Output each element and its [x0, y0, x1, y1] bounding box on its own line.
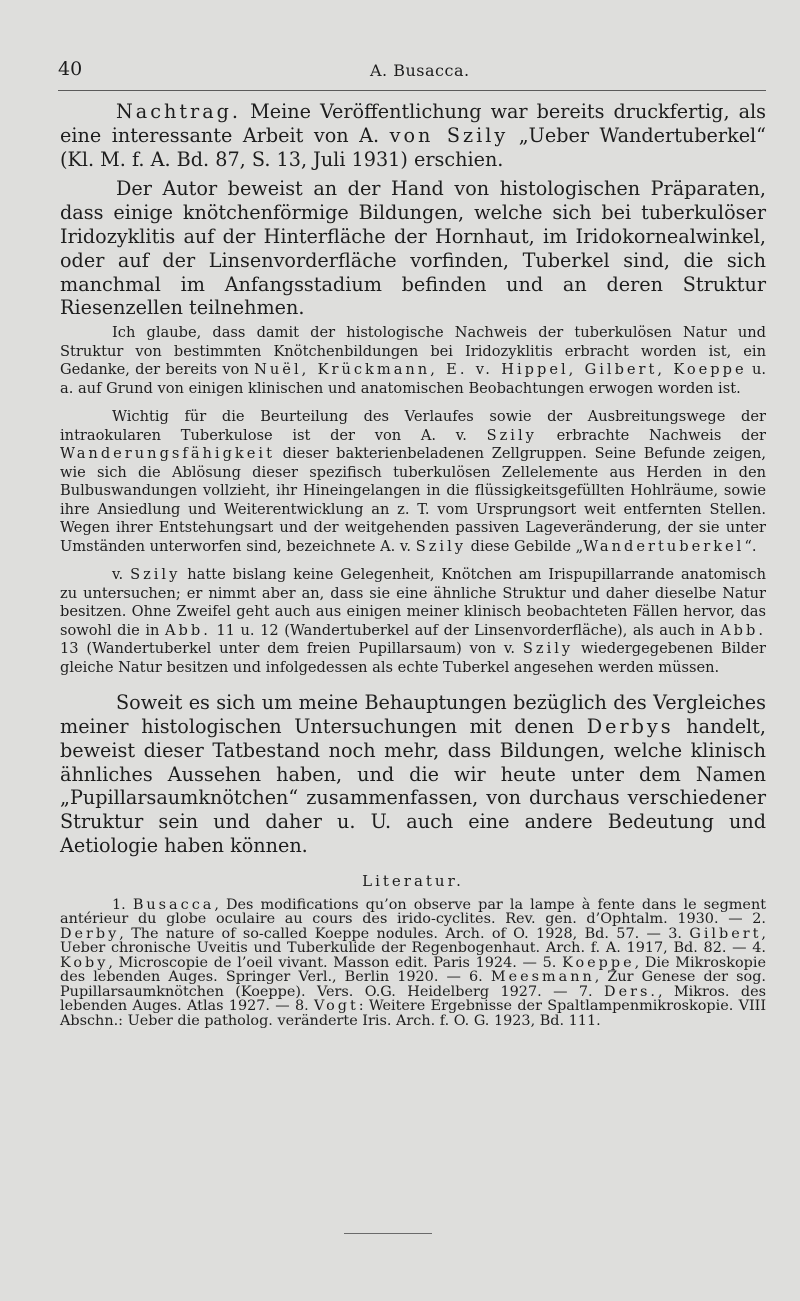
paragraph-soweit: Soweit es sich um meine Behauptungen bezüglich des Vergleiches meiner histologischen Untersuchungen mit denen Derbys handelt, beweist dieser Tatbestand noch mehr, dass Bildungen, welche klinisch ähnliches Aussehen haben, und die wir heute unter dem Namen „Pupillarsaumknötchen“ zusammenfassen, von durchaus verschiedener Struktur sein und daher u. U. auch eine andere Bedeutung und Aetiologie haben können.	[60, 691, 766, 857]
nachtrag-label: Nachtrag.	[116, 100, 242, 123]
emphasized-term: Wandertuberkel	[583, 537, 745, 555]
emphasized-term: Wanderungsfähigkeit	[60, 445, 275, 463]
reference-list	[60, 898, 766, 1029]
author-name: Szily	[130, 566, 181, 584]
literature-heading: Literatur.	[362, 871, 464, 890]
running-head-author: A. Busacca.	[370, 61, 470, 80]
author-name: Szily	[522, 640, 574, 658]
paragraph-nachtrag: Nachtrag. Meine Veröffentlichung war bereits druckfertig, als eine interessante Arbeit von A. von Szily „Ueber Wandertuberkel“ (Kl. M. f. A. Bd. 87, S. 13, Juli 1931) erschien.	[60, 100, 766, 171]
reference-item: 2. Derby, The nature of so-called Koeppe nodules. Arch. of O. 1928, Bd. 57. —	[60, 911, 766, 942]
reference-item: 8. Vogt: Weitere Ergebnisse der Spaltlampenmikroskopie. VIII Abschn.: Ueber die patholog. veränderte Iris. Arch. f. O. G. 1923, Bd. 111.	[60, 998, 767, 1029]
author-name: Szily	[486, 426, 537, 444]
reference-item: 6. Meesmann, Zur Genese der sog. Pupillarsaumknötchen (Koeppe). Vers. O.G. Heidelberg 1927. —	[60, 969, 766, 1000]
figure-reference: Abb.	[164, 621, 211, 639]
paragraph-szily: v. Szily hatte bislang keine Gelegenheit, Knötchen am Irispupillarrande anatomisch zu untersuchen; er nimmt aber an, dass sie eine ähnliche Struktur und daher dieselbe Natur besitzen. Ohne Zweifel geht auch aus einigen meiner klinisch beobachteten Fällen hervor, das sowohl die in Abb. 11 u. 12 (Wandertuberkel auf der Linsenvorderfläche), als auch in Abb. 13 (Wandertuberkel unter dem freien Pupillarsaum) von v. Szily wiedergegebenen Bilder gleiche Natur besitzen und infolgedessen als echte Tuberkel angesehen werden müssen.	[60, 566, 766, 676]
header-rule	[58, 90, 766, 91]
author-names: Nuël, Krückmann, E. v. Hippel, Gilbert, Koeppe	[254, 361, 747, 379]
reference-item: 5. Koeppe, Die Mikroskopie des lebenden Auges. Springer Verl., Berlin 1920. —	[60, 954, 766, 986]
reference-item: 4. Koby, Microscopie de l’oeil vivant. Masson edit. Paris 1924. —	[60, 940, 766, 971]
author-name: von Szily	[389, 123, 509, 147]
author-name: Szily	[415, 537, 466, 555]
running-head	[58, 56, 766, 92]
figure-reference: Abb.	[720, 621, 766, 639]
author-name: Derbys	[586, 714, 674, 738]
reference-item: 7. Ders., Mikros. des lebenden Auges. Atlas 1927. —	[60, 983, 766, 1015]
reference-item: 1. Busacca, Des modifications qu’on observe par la lampe à fente dans le segment antérieur du globe oculaire au cours des irido-cyclites. Rev. gen. d’Ophtalm. 1930. —	[60, 896, 766, 928]
end-rule	[344, 1233, 432, 1234]
body-text	[60, 100, 766, 1028]
paragraph-autor: Der Autor beweist an der Hand von histologischen Präparaten, dass einige knötchenförmige Bildungen, welche sich bei tuberkulöser Iridozyklitis auf der Hinterfläche der Hornhaut, im Iridokornealwinkel, oder auf der Linsenvorderfläche vorfinden, Tuberkel sind, die sich manchmal im Anfangsstadium befinden und an deren Struktur Riesenzellen teilnehmen.	[60, 177, 766, 320]
paragraph-glaube: Ich glaube, dass damit der histologische Nachweis der tuberkulösen Natur und Struktur von bestimmten Knötchenbildungen bei Iridozyklitis erbracht worden ist, ein Gedanke, der bereits von Nuël, Krückmann, E. v. Hippel, Gilbert, Koeppe u. a. auf Grund von einigen klinischen und anatomischen Beobachtungen erwogen worden ist.	[60, 324, 766, 397]
paragraph-wichtig: Wichtig für die Beurteilung des Verlaufes sowie der Ausbreitungswege der intraokularen Tuberkulose ist der von A. v. Szily erbrachte Nachweis der Wanderungsfähigkeit dieser bakterienbeladenen Zellgruppen. Seine Befunde zeigen, wie sich die Ablösung dieser spezifisch tuberkulösen Zellelemente aus Herden in den Bulbuswandungen vollzieht, ihr Hineingelangen in die flüssigkeitsgefüllten Hohlräume, sowie ihre Ansiedlung und Weiterentwicklung an z. T. vom Ursprungsort weit entfernten Stellen. Wegen ihrer Entstehungsart und der weitgehenden passiven Lageveränderung, der sie unter Umständen unterworfen sind, bezeichnete A. v. Szily diese Gebilde „Wandertuberkel“.	[60, 408, 766, 555]
reference-item: 3. Gilbert, Ueber chronische Uveitis und Tuberkulide der Regenbogenhaut. Arch. f. A. 1917, Bd. 82. —	[60, 925, 766, 957]
page-number: 40	[58, 58, 83, 80]
